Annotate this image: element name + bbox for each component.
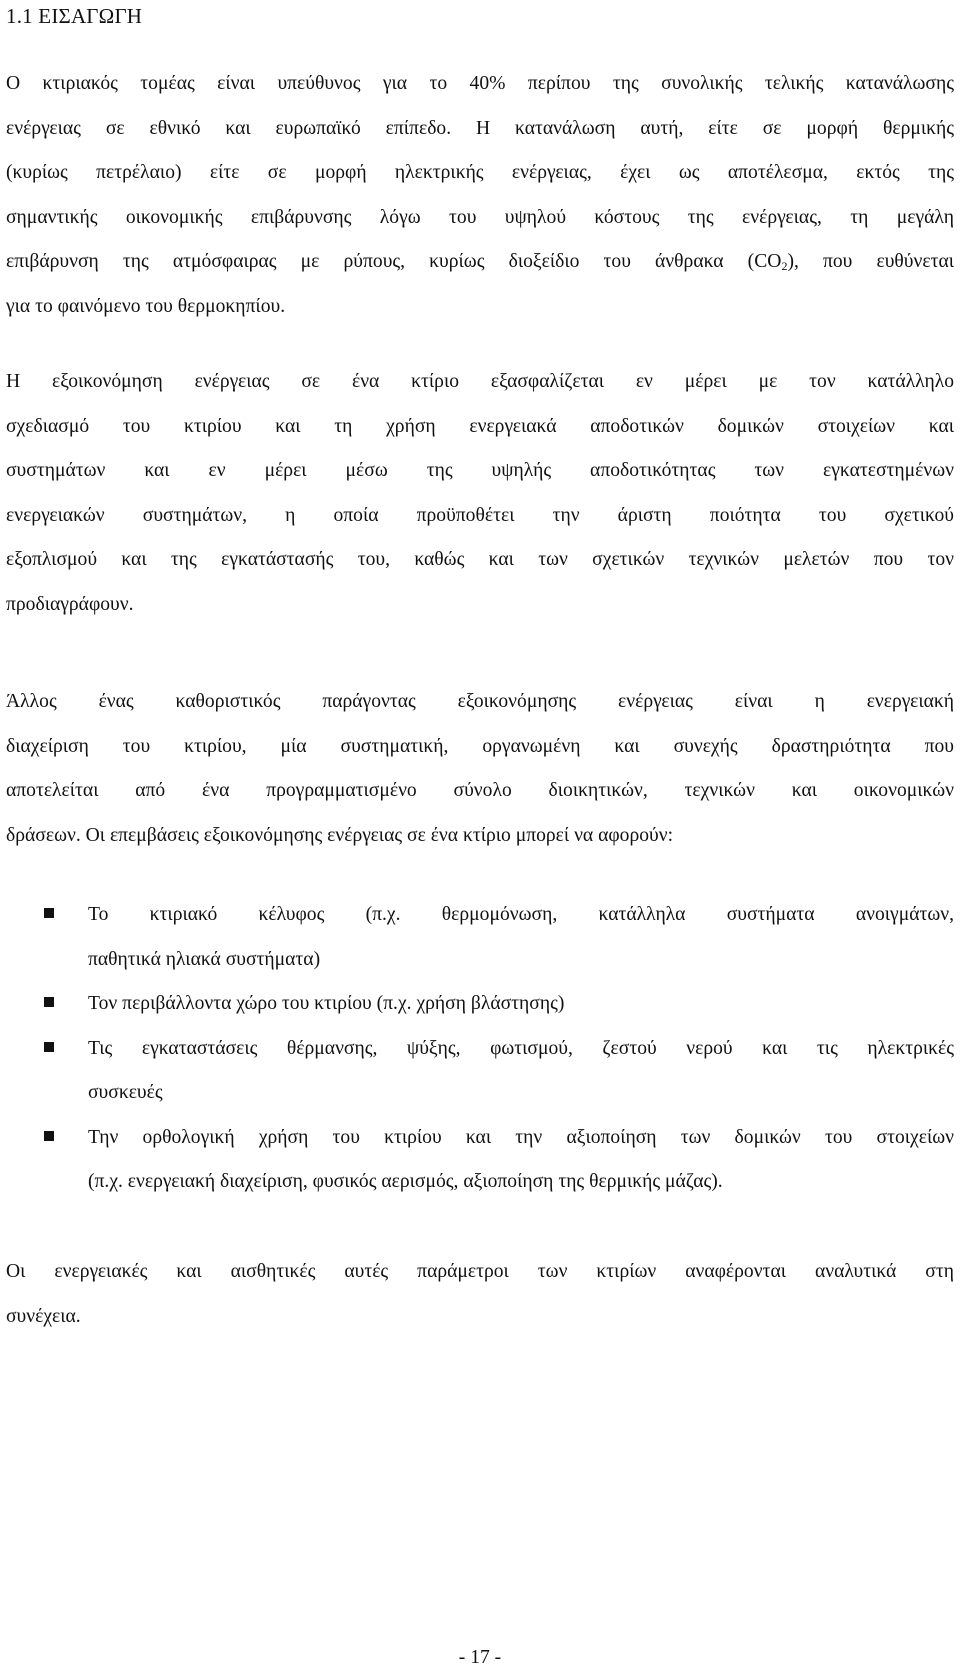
- page-number: - 17 -: [458, 1647, 502, 1668]
- list-item: [0, 982, 954, 1027]
- text-before-subscript: επιβάρυνση της ατμόσφαιρας με ρύπους, κυρίως διοξείδιο του άνθρακα (CO: [6, 251, 782, 272]
- section-heading: 1.1 ΕΙΣΑΓΩΓΗ: [6, 4, 143, 28]
- paragraph-line: σχεδιασμό του κτιρίου και τη χρήση ενεργειακά αποδοτικών δομικών στοιχείων και: [6, 415, 954, 437]
- square-bullet-icon: [44, 908, 54, 918]
- paragraph-line: ενεργειακών συστημάτων, η οποία προϋποθέτει την άριστη ποιότητα του σχετικού: [6, 504, 954, 526]
- list-item: [0, 1027, 954, 1116]
- paragraph-line: αποτελείται από ένα προγραμματισμένο σύνολο διοικητικών, τεχνικών και οικονομικών: [6, 780, 954, 801]
- paragraph-closing: [6, 1250, 954, 1339]
- square-bullet-icon: [44, 1042, 54, 1052]
- paragraph-energy-management: [6, 680, 954, 858]
- list-item: [0, 893, 954, 982]
- paragraph-line: σημαντικής οικονομικής επιβάρυνσης λόγω του υψηλού κόστους της ενέργειας, τη μεγάλη: [6, 206, 954, 228]
- paragraph-line: προδιαγράφουν.: [6, 593, 134, 615]
- list-item-line: παθητικά ηλιακά συστήματα): [88, 948, 321, 970]
- paragraph-intro: [6, 62, 954, 329]
- paragraph-line-with-formula: [6, 240, 954, 285]
- list-item-line: συσκευές: [88, 1082, 163, 1103]
- paragraph-energy-saving: [6, 360, 954, 627]
- text-after-subscript: ), που ευθύνεται: [787, 251, 955, 272]
- list-item: [0, 1116, 954, 1205]
- list-item-line: (π.χ. ενεργειακή διαχείριση, φυσικός αερισμός, αξιοποίηση της θερμικής μάζας).: [88, 1171, 723, 1192]
- paragraph-line: εξοπλισμού και της εγκατάστασής του, καθώς και των σχετικών τεχνικών μελετών που τον: [6, 549, 954, 570]
- list-item-line: Το κτιριακό κέλυφος (π.χ. θερμομόνωση, κατάλληλα συστήματα ανοιγμάτων,: [88, 904, 954, 925]
- paragraph-line: Άλλος ένας καθοριστικός παράγοντας εξοικονόμησης ενέργειας είναι η ενεργειακή: [6, 691, 954, 712]
- paragraph-line: Ο κτιριακός τομέας είναι υπεύθυνος για το 40% περίπου της συνολικής τελικής κατανάλωσης: [6, 73, 954, 94]
- paragraph-line: Οι ενεργειακές και αισθητικές αυτές παράμετροι των κτιρίων αναφέρονται αναλυτικά στη: [6, 1261, 954, 1282]
- list-item-line: Τον περιβάλλοντα χώρο του κτιρίου (π.χ. χρήση βλάστησης): [88, 993, 565, 1014]
- paragraph-line: ενέργειας σε εθνικό και ευρωπαϊκό επίπεδο. Η κατανάλωση αυτή, είτε σε μορφή θερμικής: [6, 117, 954, 139]
- square-bullet-icon: [44, 1131, 54, 1141]
- paragraph-line: συνέχεια.: [6, 1305, 81, 1327]
- paragraph-line: Η εξοικονόμηση ενέργειας σε ένα κτίριο εξασφαλίζεται εν μέρει με τον κατάλληλο: [6, 371, 954, 392]
- paragraph-line: για το φαινόμενο του θερμοκηπίου.: [6, 295, 286, 317]
- paragraph-line: (κυρίως πετρέλαιο) είτε σε μορφή ηλεκτρικής ενέργειας, έχει ως αποτέλεσμα, εκτός της: [6, 162, 954, 183]
- interventions-list: [0, 893, 960, 1205]
- list-item-line: Τις εγκαταστάσεις θέρμανσης, ψύξης, φωτισμού, ζεστού νερού και τις ηλεκτρικές: [88, 1037, 954, 1059]
- paragraph-line: δράσεων. Οι επεμβάσεις εξοικονόμησης ενέργειας σε ένα κτίριο μπορεί να αφορούν:: [6, 824, 674, 846]
- list-item-line: Την ορθολογική χρήση του κτιρίου και την αξιοποίηση των δομικών του στοιχείων: [88, 1126, 954, 1148]
- paragraph-line: διαχείριση του κτιρίου, μία συστηματική, οργανωμένη και συνεχής δραστηριότητα που: [6, 735, 954, 757]
- paragraph-line: συστημάτων και εν μέρει μέσω της υψηλής αποδοτικότητας των εγκατεστημένων: [6, 460, 954, 481]
- square-bullet-icon: [44, 997, 54, 1007]
- co2-subscript: 2: [781, 259, 788, 273]
